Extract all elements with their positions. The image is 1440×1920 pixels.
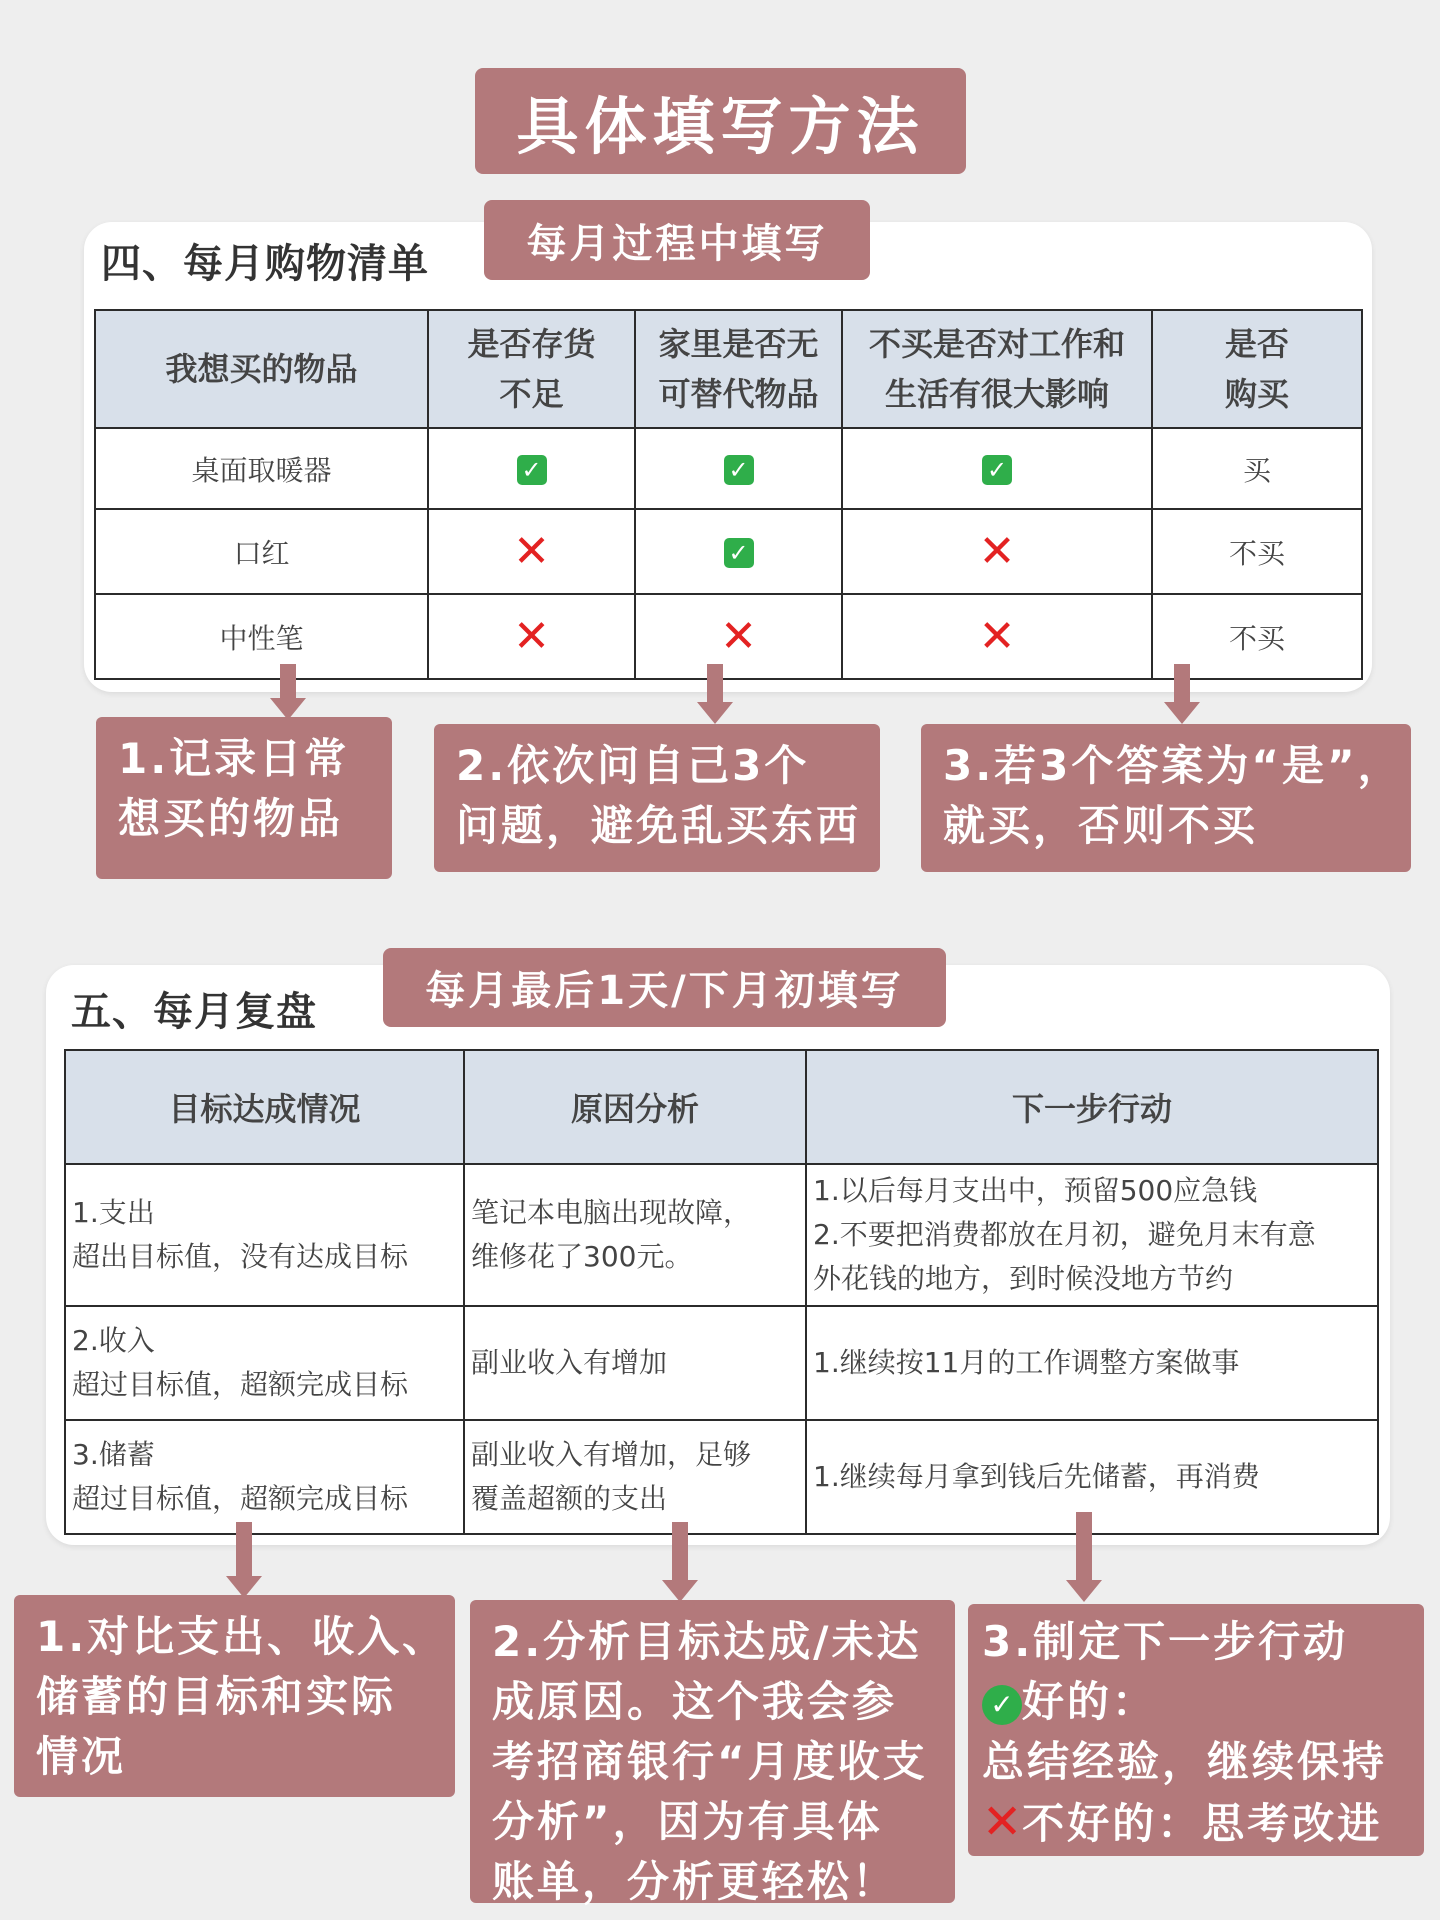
check-circle-icon: ✓ [982,1685,1022,1725]
header-stock: 是否存货 不足 [428,310,635,428]
check-icon: ✓ [982,455,1012,485]
reason-cell: 副业收入有增加 [464,1306,806,1420]
cross-icon: ✕ [513,610,550,662]
item-name: 中性笔 [95,594,428,679]
check-icon: ✓ [724,538,754,568]
goal-cell: 1.支出 超出目标值，没有达成目标 [65,1164,464,1306]
action-cell: 1.继续按11月的工作调整方案做事 [806,1306,1378,1420]
arrow-down-icon [226,1522,262,1598]
header-reason: 原因分析 [464,1050,806,1164]
cross-icon: ✕ [982,1794,1023,1850]
page-title: 具体填写方法 [475,68,966,174]
shopping-table [94,309,1363,680]
table-row [95,428,1362,509]
action-cell: 1.继续每月拿到钱后先储蓄，再消费 [806,1420,1378,1534]
note-buy-rule: 3.若3个答案为“是”， 就买，否则不买 [921,724,1411,872]
table-row [95,509,1362,594]
section-heading-review: 五、每月复盘 [71,989,317,1035]
header-buy: 是否 购买 [1152,310,1362,428]
arrow-down-icon [662,1522,698,1602]
goal-cell: 2.收入 超过目标值，超额完成目标 [65,1306,464,1420]
arrow-down-icon [1066,1512,1102,1602]
table-row [65,1164,1378,1306]
header-action: 下一步行动 [806,1050,1378,1164]
badge-fill-month-end: 每月最后1天/下月初填写 [383,948,946,1027]
item-name: 桌面取暖器 [95,428,428,509]
arrow-down-icon [697,664,733,724]
arrow-down-icon [1164,664,1200,724]
header-impact: 不买是否对工作和 生活有很大影响 [842,310,1152,428]
note-next-action: 3.制定下一步行动 ✓ 好的： 总结经验，继续保持 ✕不好的：思考改进 [968,1604,1424,1856]
reason-cell: 笔记本电脑出现故障， 维修花了300元。 [464,1164,806,1306]
review-table [64,1049,1379,1535]
action-cell: 1.以后每月支出中，预留500应急钱 2.不要把消费都放在月初，避免月末有意 外花钱的地方，到时候没地方节约 [806,1164,1378,1306]
note-ask-questions: 2.依次问自己3个 问题，避免乱买东西 [434,724,880,872]
section-heading-shopping: 四、每月购物清单 [101,241,429,287]
header-item: 我想买的物品 [95,310,428,428]
decision: 不买 [1152,509,1362,594]
badge-fill-during-month: 每月过程中填写 [484,200,870,280]
check-icon: ✓ [517,455,547,485]
cross-icon: ✕ [720,610,757,662]
note-record-items: 1.记录日常 想买的物品 [96,717,392,879]
note-compare: 1.对比支出、收入、 储蓄的目标和实际 情况 [14,1595,455,1797]
item-name: 口红 [95,509,428,594]
note-analyze: 2.分析目标达成/未达 成原因。这个我会参 考招商银行“月度收支 分析”，因为有具体 账单，分析更轻松！ [470,1600,955,1903]
table-row [65,1420,1378,1534]
table-row [65,1306,1378,1420]
check-icon: ✓ [724,455,754,485]
arrow-down-icon [270,664,306,720]
header-goal: 目标达成情况 [65,1050,464,1164]
decision: 不买 [1152,594,1362,679]
cross-icon: ✕ [513,525,550,577]
goal-cell: 3.储蓄 超过目标值，超额完成目标 [65,1420,464,1534]
cross-icon: ✕ [978,610,1016,662]
cross-icon: ✕ [978,525,1016,577]
reason-cell: 副业收入有增加，足够 覆盖超额的支出 [464,1420,806,1534]
decision: 买 [1152,428,1362,509]
header-substitute: 家里是否无 可替代物品 [635,310,842,428]
